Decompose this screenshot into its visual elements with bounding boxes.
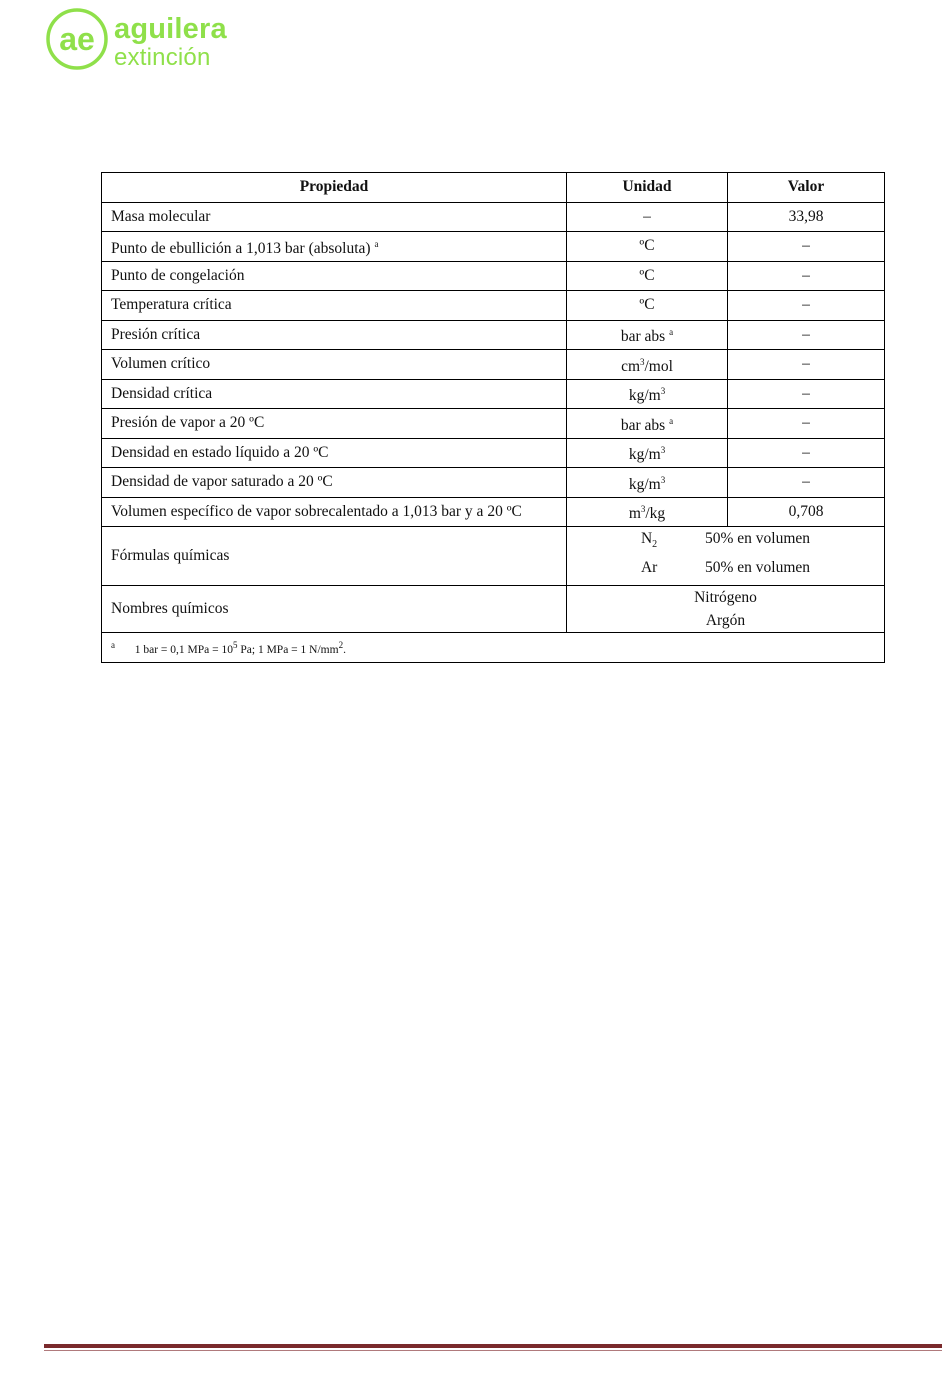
unit-cell: $kg/m^3$ — [567, 438, 728, 468]
footnote-text-1: 1 bar = 0,1 MPa = 10 — [134, 643, 234, 656]
unit-cell: ºC — [567, 291, 728, 321]
property-cell: Presión crítica — [102, 320, 567, 350]
brand-name-line1: aguilera — [114, 13, 227, 45]
value-cell: – — [728, 438, 885, 468]
company-logo — [46, 8, 246, 74]
header-propiedad: Propiedad — [102, 173, 567, 203]
table-row — [102, 497, 885, 527]
unit-superscript: 3 — [640, 356, 645, 367]
table-row — [102, 379, 885, 409]
properties-table — [101, 172, 885, 663]
table-row — [102, 291, 885, 321]
unit-superscript: 3 — [640, 504, 646, 515]
chemical-name: Argón — [705, 612, 746, 630]
footnote-exponent-2: 2 — [338, 640, 344, 651]
table-header-row — [102, 173, 885, 203]
property-cell: Punto de congelación — [102, 261, 567, 291]
aguilera-logo-mark-icon — [46, 8, 108, 70]
property-cell: Densidad en estado líquido a 20 ºC — [102, 438, 567, 468]
unit-superscript: 3 — [660, 474, 666, 485]
property-cell: Densidad crítica — [102, 379, 567, 409]
value-cell: 33,98 — [728, 202, 885, 232]
property-cell: Temperatura crítica — [102, 291, 567, 321]
formulas-label: Fórmulas químicas — [102, 527, 567, 586]
footnote-text-2: Pa; 1 MPa = 1 N/mm — [237, 643, 339, 656]
unit-superscript: 3 — [660, 386, 666, 397]
unit-cell: – — [567, 202, 728, 232]
property-cell: Volumen crítico — [102, 350, 567, 380]
unit-superscript: a — [669, 415, 674, 426]
brand-name-line2: extinción — [114, 44, 211, 71]
footnote-exponent-1: 5 — [233, 640, 238, 651]
unit-cell: $cm^3$/mol — [567, 350, 728, 380]
table-row — [102, 350, 885, 380]
names-label: Nombres químicos — [102, 586, 567, 633]
property-cell: Masa molecular — [102, 202, 567, 232]
footnote-text-3: . — [343, 643, 346, 656]
formula-description: 50% en volumen — [704, 530, 811, 547]
table-row — [102, 232, 885, 262]
names-cell — [567, 586, 885, 633]
table-row — [102, 261, 885, 291]
table-row — [102, 438, 885, 468]
chemical-name: Nitrógeno — [694, 589, 757, 607]
table-row — [102, 468, 885, 498]
header-valor: Valor — [728, 173, 885, 203]
value-cell: – — [728, 261, 885, 291]
names-row — [102, 586, 885, 633]
value-cell: – — [728, 409, 885, 439]
footer-rule — [44, 1344, 942, 1348]
footer-rule-thin — [44, 1350, 942, 1351]
unit-cell: bar abs $^a$ — [567, 320, 728, 350]
footnote-row — [102, 633, 885, 663]
unit-cell: $kg/m^3$ — [567, 379, 728, 409]
unit-cell: ºC — [567, 232, 728, 262]
formula-item — [576, 556, 875, 585]
value-cell: 0,708 — [728, 497, 885, 527]
footnote-mark: a — [111, 640, 115, 651]
formula-symbol: Ar — [640, 559, 658, 577]
property-footnote-mark: a — [374, 238, 379, 249]
property-cell: Presión de vapor a 20 ºC — [102, 409, 567, 439]
unit-cell: $m^3/kg$ — [567, 497, 728, 527]
property-cell: Densidad de vapor saturado a 20 ºC — [102, 468, 567, 498]
table-row — [102, 409, 885, 439]
value-cell: – — [728, 232, 885, 262]
value-cell: – — [728, 379, 885, 409]
formula-item — [576, 527, 875, 556]
unit-cell: $kg/m^3$ — [567, 468, 728, 498]
header-unidad: Unidad — [567, 173, 728, 203]
svg-text:ae: ae — [59, 21, 95, 57]
footnote — [102, 633, 885, 663]
property-cell: Volumen específico de vapor sobrecalentado a 1,013 bar y a 20 ºC — [102, 497, 567, 527]
value-cell: – — [728, 350, 885, 380]
property-cell: Punto de ebullición a 1,013 bar (absoluta) $^a$ — [102, 232, 567, 262]
formula-symbol: N — [640, 530, 653, 547]
formula-description: 50% en volumen — [704, 559, 811, 577]
formula-subscript: 2 — [652, 539, 658, 551]
formulas-row — [102, 527, 885, 586]
table-row — [102, 320, 885, 350]
value-cell: – — [728, 468, 885, 498]
unit-superscript: a — [669, 327, 674, 338]
table-row — [102, 202, 885, 232]
value-cell: – — [728, 291, 885, 321]
unit-cell: bar abs $^a$ — [567, 409, 728, 439]
unit-cell: ºC — [567, 261, 728, 291]
value-cell: – — [728, 320, 885, 350]
unit-superscript: 3 — [660, 445, 666, 456]
formulas-cell — [567, 527, 885, 586]
